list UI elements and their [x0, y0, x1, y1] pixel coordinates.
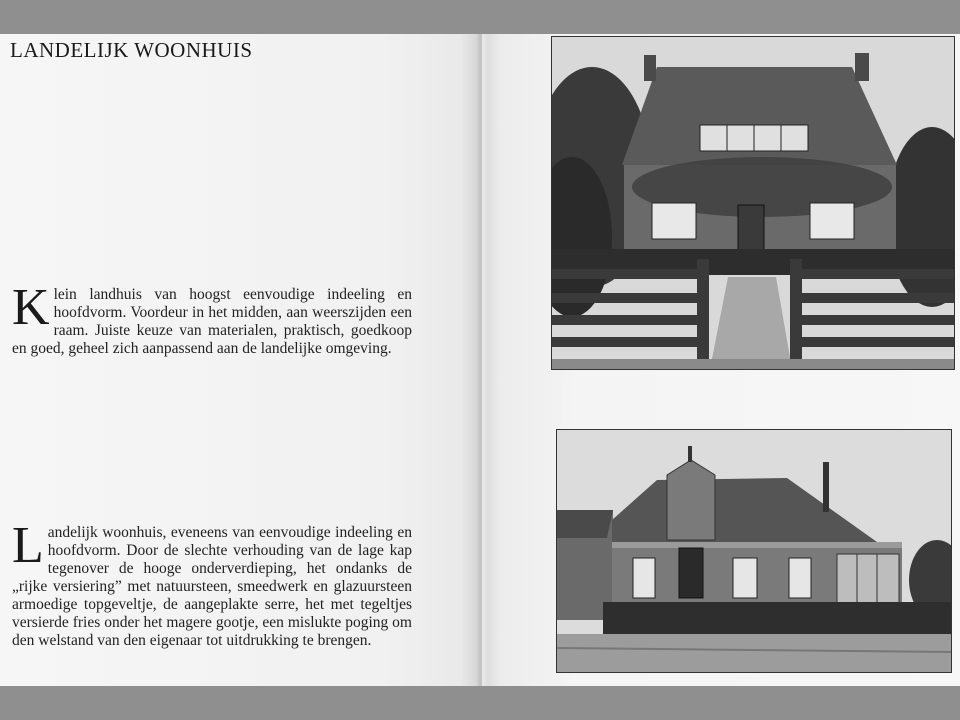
photo-cottage	[551, 36, 955, 370]
photo-villa	[556, 429, 952, 673]
drop-cap: L	[12, 517, 44, 574]
bottom-border	[0, 686, 960, 720]
paragraph-text: lein landhuis van hoogst eenvoudige indeeling en hoofdvorm. Voordeur in het midden, aan weerszijden een raam. Juiste keuze van materialen, praktisch, goedkoop en goed, geheel zich aanpassend aan de landelijke omgeving.	[12, 286, 412, 357]
paragraph-villa	[12, 517, 412, 650]
top-border	[0, 0, 960, 34]
book-spread	[0, 34, 960, 686]
drop-cap: K	[12, 279, 50, 336]
paragraph-text: andelijk woonhuis, eveneens van eenvoudige indeeling en hoofdvorm. Door de slechte verhouding van de lage kap tegenover de hooge onderverdieping, het ondanks de „rijke versiering” met natuursteen, smeedwerk en glazuursteen armoedige topgeveltje, de aangeplakte serre, het met tegeltjes versierde fries onder het magere gootje, een mislukte poging om den welstand van den eigenaar tot uitdrukking te brengen.	[12, 524, 412, 649]
page-title: LANDELIJK WOONHUIS	[10, 38, 253, 62]
book-gutter	[476, 34, 488, 686]
paragraph-cottage	[12, 279, 412, 358]
